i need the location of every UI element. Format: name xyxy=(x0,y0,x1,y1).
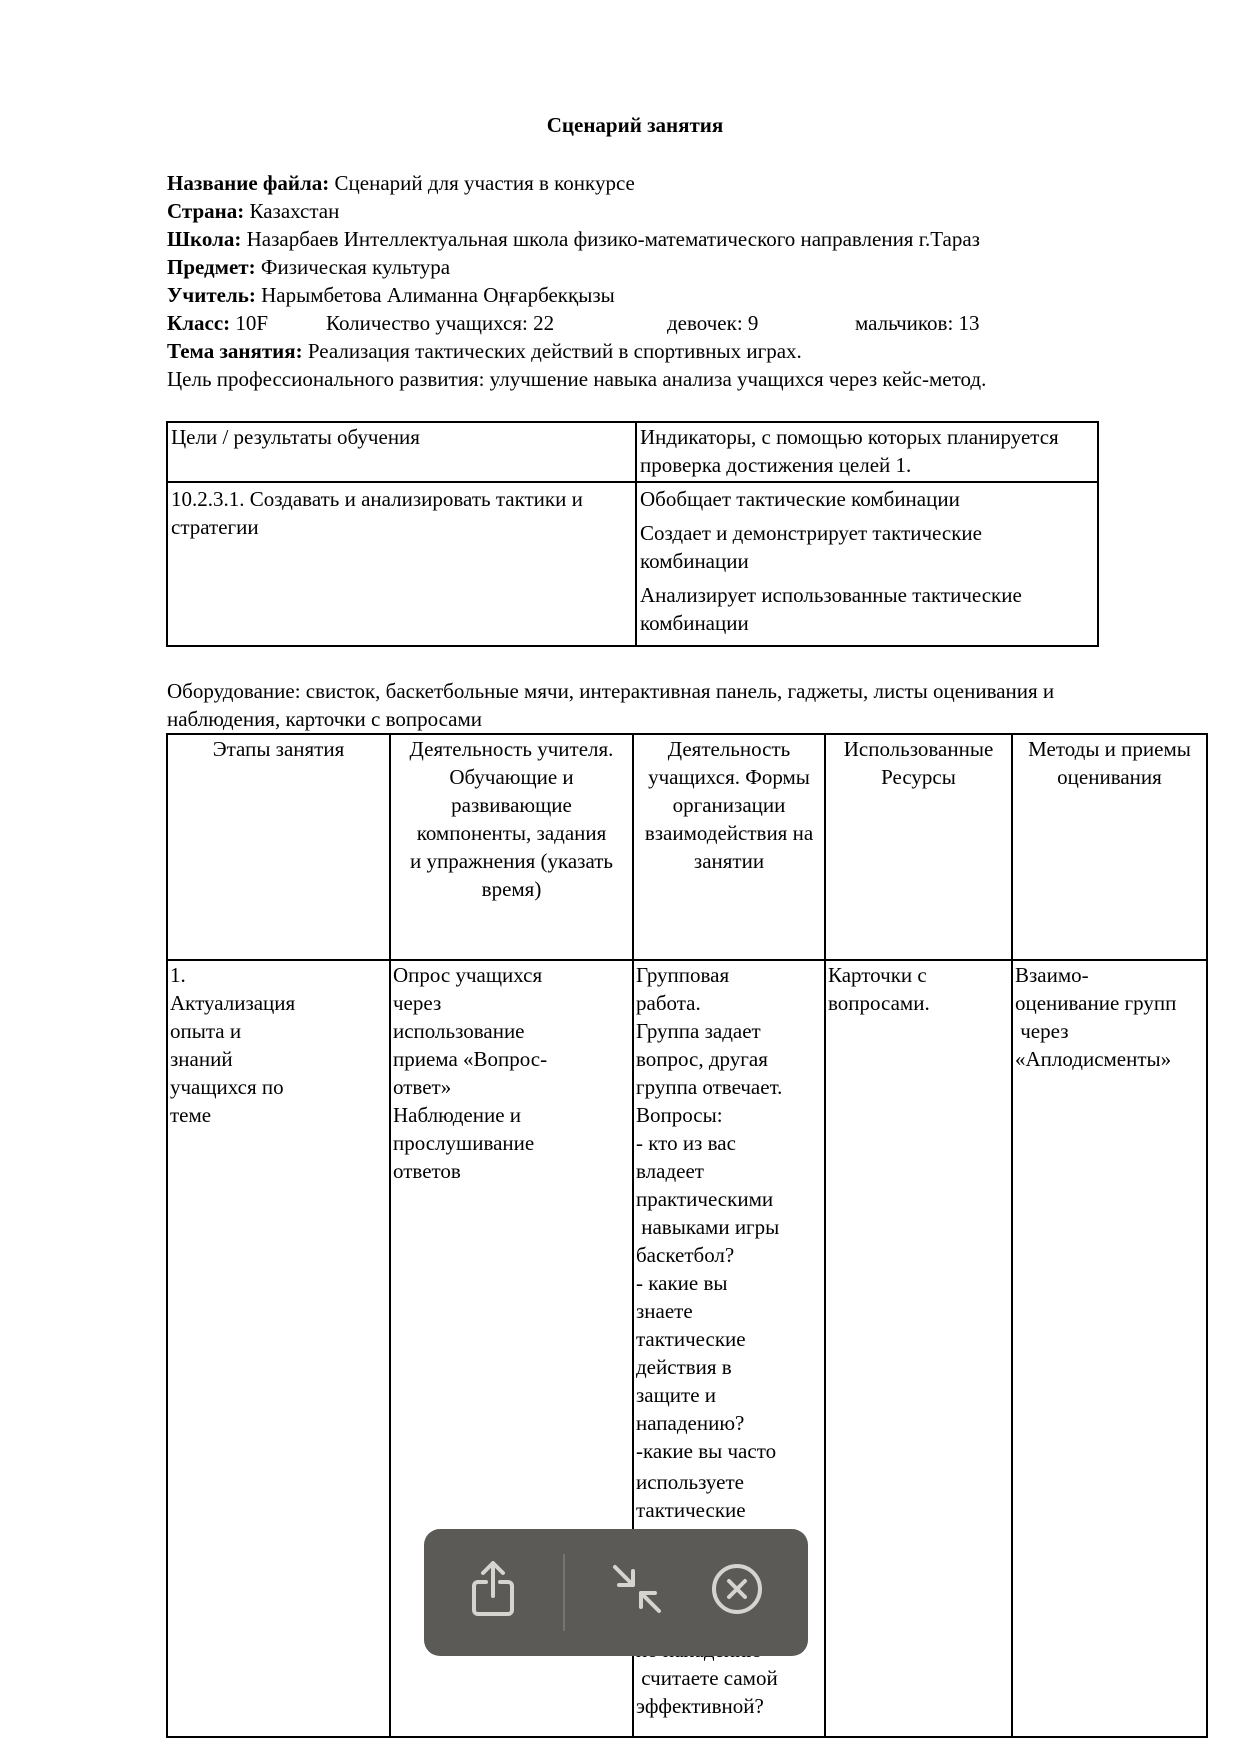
assessment-line: через xyxy=(1015,1019,1069,1043)
meta-teacher xyxy=(167,281,1127,309)
meta-school-label: Школа: xyxy=(167,227,242,251)
meta-teacher-label: Учитель: xyxy=(167,283,256,307)
header-student-activity: Деятельность учащихся. Формы организации взаимодействия на занятии xyxy=(633,734,825,960)
meta-topic xyxy=(167,337,1127,365)
assessment-line: Взаимо- xyxy=(1015,963,1089,987)
teacher-line: ответ» xyxy=(393,1075,452,1099)
meta-class xyxy=(167,309,1127,337)
meta-students-count: Количество учащихся: 22 xyxy=(326,311,555,335)
student-line: защите и xyxy=(636,1383,717,1407)
meta-country-value: Казахстан xyxy=(244,199,340,223)
meta-country xyxy=(167,197,1127,225)
student-line: Группа задает xyxy=(636,1019,761,1043)
meta-topic-label: Тема занятия: xyxy=(167,339,303,363)
meta-file-value: Сценарий для участия в конкурсе xyxy=(329,171,635,195)
student-line: знаете xyxy=(636,1299,693,1323)
student-line: используете xyxy=(636,1470,744,1494)
stage-line: учащихся по xyxy=(170,1075,284,1099)
student-line: тактические xyxy=(636,1327,746,1351)
meta-file xyxy=(167,169,1127,197)
indicator-item: Анализирует использованные тактические комбинации xyxy=(640,583,1022,635)
assessment-cell xyxy=(1012,960,1207,1737)
objectives-row xyxy=(167,482,1098,646)
teacher-line: приема «Вопрос- xyxy=(393,1047,548,1071)
document-meta xyxy=(167,169,1127,393)
shrink-icon xyxy=(610,1562,664,1622)
student-line: владеет xyxy=(636,1159,704,1183)
teacher-line: прослушивание xyxy=(393,1131,535,1155)
shrink-button[interactable] xyxy=(604,1559,670,1625)
student-line: навыками игры xyxy=(636,1215,780,1239)
meta-topic-value: Реализация тактических действий в спортивных играх. xyxy=(302,339,802,363)
indicators-cell xyxy=(636,482,1098,646)
student-line: группа отвечает. xyxy=(636,1075,783,1099)
document-title: Сценарий занятия xyxy=(546,113,724,137)
objective-cell: 10.2.3.1. Создавать и анализировать тактики и стратегии xyxy=(167,482,636,646)
meta-girls-count: девочек: 9 xyxy=(667,311,759,335)
equipment-text: Оборудование: свисток, баскетбольные мячи, интерактивная панель, гаджеты, листы оценивания и наблюдения, карточки с вопросами xyxy=(167,679,1055,731)
teacher-line: ответов xyxy=(393,1159,461,1183)
teacher-line: использование xyxy=(393,1019,525,1043)
student-line: Вопросы: xyxy=(636,1103,723,1127)
share-icon xyxy=(468,1560,518,1624)
resources-cell xyxy=(825,960,1012,1737)
student-line: баскетбол? xyxy=(636,1243,735,1267)
meta-country-label: Страна: xyxy=(167,199,245,223)
student-line: считаете самой xyxy=(636,1666,778,1690)
assessment-line: оценивание групп xyxy=(1015,991,1177,1015)
objectives-header-row xyxy=(167,422,1098,482)
lesson-header-row xyxy=(167,734,1207,960)
student-line: тактические xyxy=(636,1498,746,1522)
header-resources: Использованные Ресурсы xyxy=(825,734,1012,960)
overlay-toolbar xyxy=(424,1529,808,1656)
student-line: вопрос, другая xyxy=(636,1047,768,1071)
stage-cell xyxy=(167,960,390,1737)
student-line: эффективной? xyxy=(636,1694,764,1718)
share-button[interactable] xyxy=(460,1559,526,1625)
close-button[interactable] xyxy=(704,1559,770,1625)
assessment-line: «Аплодисменты» xyxy=(1015,1047,1172,1071)
student-line: - кто из вас xyxy=(636,1131,736,1155)
stage-line: опыта и xyxy=(170,1019,242,1043)
meta-file-label: Название файла: xyxy=(167,171,330,195)
objectives-table xyxy=(166,421,1099,647)
meta-school xyxy=(167,225,1127,253)
stage-line: Актуализация xyxy=(170,991,296,1015)
meta-teacher-value: Нарымбетова Алиманна Оңғарбекқызы xyxy=(255,283,615,307)
teacher-line: Опрос учащихся xyxy=(393,963,543,987)
student-line: - какие вы xyxy=(636,1271,728,1295)
student-line: нападению? xyxy=(636,1411,745,1435)
student-line: работа. xyxy=(636,991,701,1015)
resources-line: Карточки с xyxy=(828,963,927,987)
student-line: Групповая xyxy=(636,963,730,987)
student-line: действия в xyxy=(636,1355,732,1379)
meta-boys-count: мальчиков: 13 xyxy=(855,311,980,335)
resources-line: вопросами. xyxy=(828,991,930,1015)
header-assessment: Методы и приемы оценивания xyxy=(1012,734,1207,960)
meta-class-value: 10F xyxy=(230,311,269,335)
stage-line: знаний xyxy=(170,1047,233,1071)
student-line: -какие вы часто xyxy=(636,1439,777,1463)
meta-school-value: Назарбаев Интеллектуальная школа физико-математического направления г.Тараз xyxy=(241,227,980,251)
teacher-line: Наблюдение и xyxy=(393,1103,522,1127)
indicator-item: Обобщает тактические комбинации xyxy=(640,487,960,511)
meta-subject-label: Предмет: xyxy=(167,255,256,279)
close-circle-icon xyxy=(710,1562,764,1622)
toolbar-divider xyxy=(563,1554,565,1631)
student-line: практическими xyxy=(636,1187,774,1211)
objectives-header-indicators: Индикаторы, с помощью которых планируется проверка достижения целей 1. xyxy=(636,422,1098,482)
meta-subject xyxy=(167,253,1127,281)
stage-line: 1. xyxy=(170,963,186,987)
teacher-line: через xyxy=(393,991,442,1015)
meta-subject-value: Физическая культура xyxy=(255,255,451,279)
indicator-item: Создает и демонстрирует тактические комбинации xyxy=(640,521,982,573)
stage-line: теме xyxy=(170,1103,212,1127)
objectives-header-goals: Цели / результаты обучения xyxy=(167,422,636,482)
meta-goal: Цель профессионального развития: улучшение навыка анализа учащихся через кейс-метод. xyxy=(167,367,987,391)
header-stages: Этапы занятия xyxy=(167,734,390,960)
meta-class-label: Класс: xyxy=(167,311,231,335)
header-teacher-activity: Деятельность учителя. Обучающие и развивающие компоненты, задания и упражнения (указать время) xyxy=(390,734,633,960)
